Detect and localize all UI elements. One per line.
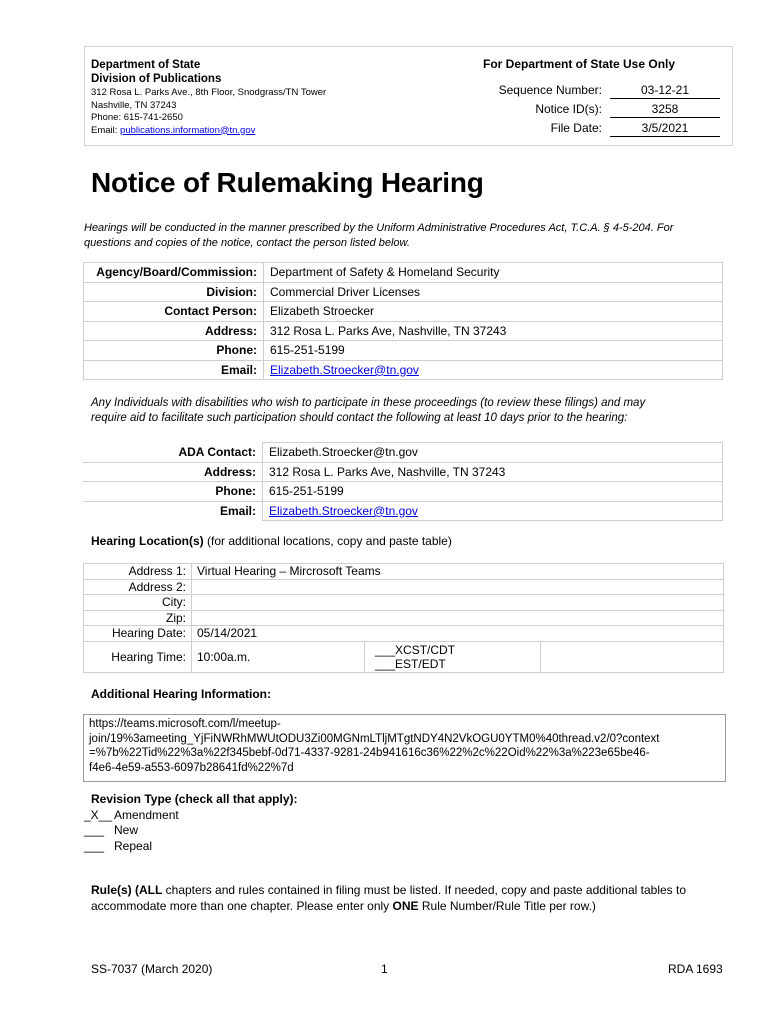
agency-value: Department of Safety & Homeland Security bbox=[264, 263, 723, 283]
file-date-label: File Date: bbox=[550, 121, 602, 135]
city-value bbox=[192, 595, 724, 611]
dept-phone: Phone: 615-741-2650 bbox=[91, 112, 183, 123]
rules-all: ALL bbox=[139, 883, 163, 897]
intro-text bbox=[84, 221, 673, 250]
dept-name: Department of State bbox=[91, 59, 201, 71]
address2-value bbox=[192, 579, 724, 595]
location-heading-bold: Hearing Location(s) bbox=[91, 534, 204, 548]
ada-contact-value: Elizabeth.Stroecker@tn.gov bbox=[263, 443, 723, 463]
additional-info-box bbox=[83, 714, 726, 782]
revision-option-label: Amendment bbox=[114, 807, 179, 822]
contact-table bbox=[83, 262, 723, 380]
timezone-extra-cell bbox=[541, 641, 724, 672]
table-row bbox=[84, 641, 724, 672]
hearing-date-value: 05/14/2021 bbox=[192, 626, 724, 642]
zip-value bbox=[192, 610, 724, 626]
revision-mark[interactable]: ___ bbox=[84, 838, 105, 853]
file-date-value: 3/5/2021 bbox=[610, 121, 720, 137]
ada-phone-label: Phone: bbox=[83, 482, 263, 502]
revision-option-new bbox=[84, 823, 298, 839]
dept-email-link[interactable]: publications.information@tn.gov bbox=[120, 124, 256, 136]
ada-note-line-1: Any Individuals with disabilities who wish to participate in these proceedings (to review these filings) and may bbox=[91, 397, 646, 409]
rules-text-1: chapters and rules contained in filing must be listed. If needed, copy and paste additional tables to bbox=[162, 883, 686, 897]
revision-option-repeal bbox=[84, 839, 298, 855]
table-row bbox=[84, 579, 724, 595]
revision-heading: Revision Type (check all that apply): bbox=[91, 792, 298, 806]
contact-address-value: 312 Rosa L. Parks Ave, Nashville, TN 37243 bbox=[264, 321, 723, 341]
location-heading bbox=[91, 534, 452, 550]
sequence-label: Sequence Number: bbox=[498, 83, 602, 97]
division-name: Division of Publications bbox=[91, 73, 222, 85]
table-row bbox=[84, 610, 724, 626]
additional-line-4: f4e6-4e59-a553-6097b28641fd%22%7d bbox=[89, 761, 294, 774]
contact-phone-label: Phone: bbox=[84, 341, 264, 361]
revision-option-label: Repeal bbox=[114, 838, 153, 853]
table-row bbox=[84, 282, 723, 302]
revision-option-amendment bbox=[84, 808, 298, 824]
hearing-date-label: Hearing Date: bbox=[84, 626, 192, 642]
ada-email-link[interactable]: Elizabeth.Stroecker@tn.gov bbox=[269, 503, 418, 518]
table-row bbox=[83, 462, 723, 482]
table-row bbox=[84, 302, 723, 322]
intro-line-1: Hearings will be conducted in the manner prescribed by the Uniform Administrative Procedures Act, T.C.A. § 4-5-204. For bbox=[84, 222, 674, 234]
notice-value: 3258 bbox=[610, 102, 720, 118]
footer-form-id: SS-7037 (March 2020) bbox=[91, 962, 213, 976]
table-row bbox=[84, 321, 723, 341]
rules-one: ONE bbox=[392, 898, 419, 913]
table-row bbox=[84, 341, 723, 361]
intro-line-2: questions and copies of the notice, contact the person listed below. bbox=[84, 236, 410, 249]
location-table bbox=[83, 563, 724, 673]
additional-heading: Additional Hearing Information: bbox=[91, 687, 271, 701]
sequence-value: 03-12-21 bbox=[610, 83, 720, 99]
contact-email-cell bbox=[264, 360, 723, 380]
division-label: Division: bbox=[84, 282, 264, 302]
contact-phone-value: 615-251-5199 bbox=[264, 341, 723, 361]
rules-instructions bbox=[91, 883, 731, 914]
ada-phone-value: 615-251-5199 bbox=[263, 482, 723, 502]
dept-email-label: Email: bbox=[91, 124, 121, 136]
zip-label: Zip: bbox=[84, 610, 192, 626]
address2-label: Address 2: bbox=[84, 579, 192, 595]
contact-address-label: Address: bbox=[84, 321, 264, 341]
ada-contact-label: ADA Contact: bbox=[83, 443, 263, 463]
table-row bbox=[84, 595, 724, 611]
city-label: City: bbox=[84, 595, 192, 611]
table-row bbox=[84, 360, 723, 380]
table-row bbox=[84, 626, 724, 642]
rules-line-1 bbox=[91, 883, 731, 899]
table-row bbox=[84, 263, 723, 283]
rules-line-2 bbox=[91, 899, 731, 915]
ada-address-label: Address: bbox=[83, 462, 263, 482]
contact-person-label: Contact Person: bbox=[84, 302, 264, 322]
use-only-heading: For Department of State Use Only bbox=[483, 57, 676, 71]
timezone-cst: ___XCST/CDT bbox=[375, 642, 456, 657]
ada-note-line-2: require aid to facilitate such participation should contact the following at least 10 days prior to the hearing: bbox=[91, 411, 628, 424]
location-heading-rest: (for additional locations, copy and paste table) bbox=[203, 534, 452, 548]
dept-city: Nashville, TN 37243 bbox=[91, 99, 177, 111]
page-title: Notice of Rulemaking Hearing bbox=[91, 167, 484, 198]
table-row bbox=[84, 564, 724, 580]
revision-option-label: New bbox=[114, 823, 139, 837]
contact-person-value: Elizabeth Stroecker bbox=[264, 302, 723, 322]
notice-label: Notice ID(s): bbox=[535, 102, 602, 116]
additional-line-2: join/19%3ameeting_YjFiNWRhMWUtODU3Zi00MGNmLTljMTgtNDY4N2VkOGU0YTM0%40thread.v2/0?context bbox=[89, 732, 660, 745]
ada-email-cell bbox=[263, 501, 723, 521]
revision-mark[interactable]: ___ bbox=[84, 823, 105, 837]
footer-page-number: 1 bbox=[381, 962, 388, 976]
hearing-time-label: Hearing Time: bbox=[84, 641, 192, 672]
ada-email-label: Email: bbox=[83, 501, 263, 521]
rules-text-2: accommodate more than one chapter. Please enter only bbox=[91, 898, 393, 913]
timezone-est: ___EST/EDT bbox=[375, 656, 446, 671]
rules-text-3: Rule Number/Rule Title per row.) bbox=[418, 898, 596, 913]
department-contact bbox=[91, 87, 326, 137]
rules-bold-1: Rule(s) ( bbox=[91, 883, 139, 897]
dept-address: 312 Rosa L. Parks Ave., 8th Floor, Snodgrass/TN Tower bbox=[91, 87, 327, 98]
additional-line-1: https://teams.microsoft.com/l/meetup- bbox=[89, 718, 281, 730]
ada-note bbox=[91, 396, 645, 425]
department-block bbox=[91, 58, 221, 86]
table-row bbox=[83, 482, 723, 502]
dept-email-line bbox=[91, 125, 326, 138]
revision-mark[interactable]: _X__ bbox=[84, 807, 113, 822]
contact-email-label: Email: bbox=[84, 360, 264, 380]
table-row bbox=[83, 443, 723, 463]
ada-address-value: 312 Rosa L. Parks Ave, Nashville, TN 37243 bbox=[263, 462, 723, 482]
agency-label: Agency/Board/Commission: bbox=[84, 263, 264, 283]
address1-value: Virtual Hearing – Mircrosoft Teams bbox=[192, 564, 724, 580]
ada-table bbox=[83, 442, 723, 521]
hearing-time-value: 10:00a.m. bbox=[192, 641, 365, 672]
revision-block bbox=[84, 792, 298, 854]
contact-email-link[interactable]: Elizabeth.Stroecker@tn.gov bbox=[270, 362, 419, 377]
table-row bbox=[83, 501, 723, 521]
additional-line-3: =%7b%22Tid%22%3a%22f345bebf-0d71-4337-9281-24b941616c36%22%2c%22Oid%22%3a%223e65be46- bbox=[89, 747, 650, 760]
file-date-row bbox=[470, 121, 720, 139]
footer-rda: RDA 1693 bbox=[668, 962, 723, 976]
notice-row bbox=[470, 102, 720, 120]
address1-label: Address 1: bbox=[84, 564, 192, 580]
division-value: Commercial Driver Licenses bbox=[264, 282, 723, 302]
timezone-cell bbox=[365, 641, 541, 672]
sequence-row bbox=[470, 83, 720, 101]
